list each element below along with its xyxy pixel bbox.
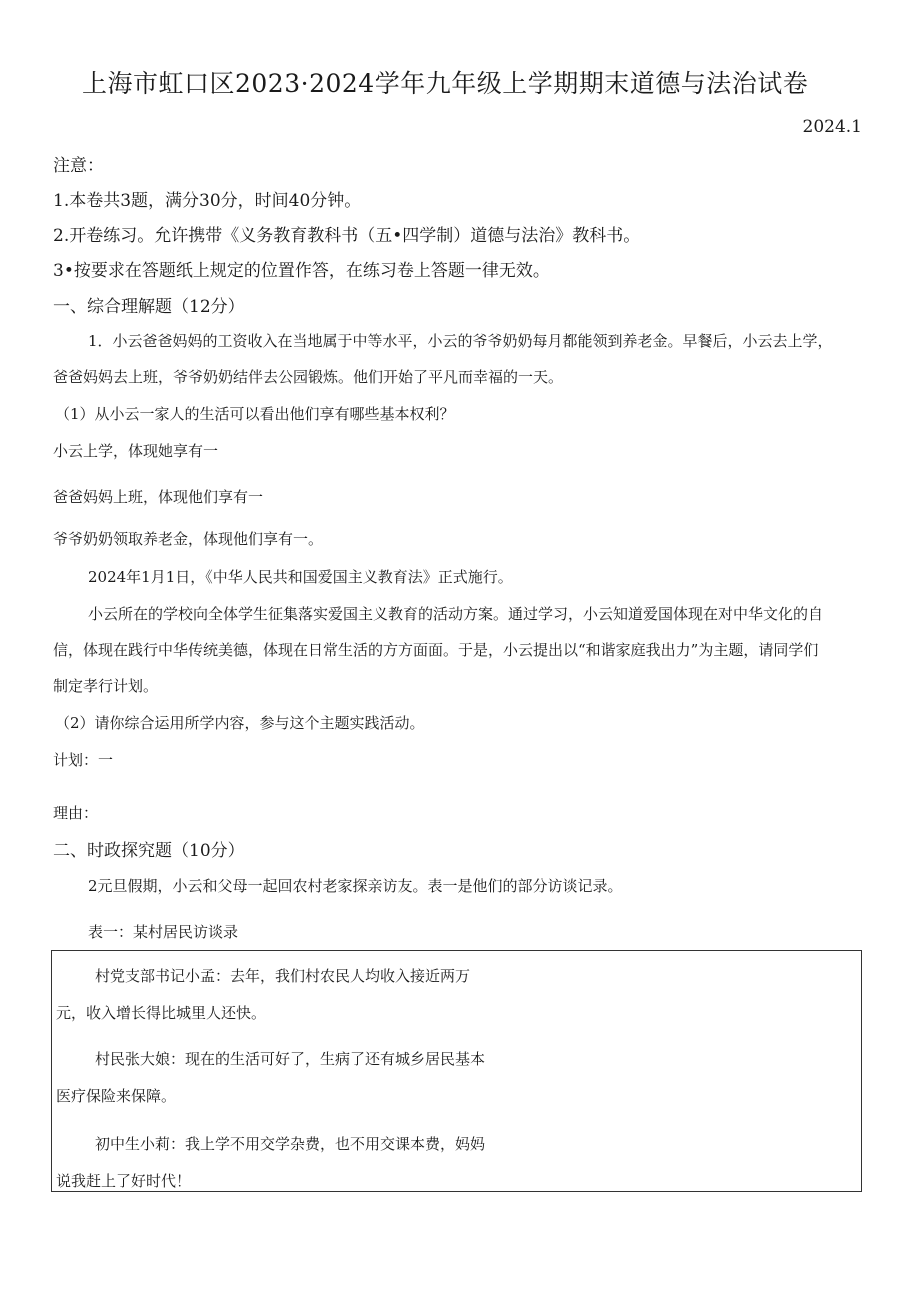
table-line-2: 元，收入增长得比城里人还快。 [56, 1004, 267, 1022]
table-line-5: 初中生小莉：我上学不用交学杂费，也不用交课本费，妈妈 [95, 1135, 486, 1153]
table-line-3: 村民张大娘：现在的生活可好了，生病了还有城乡居民基本 [95, 1050, 486, 1068]
section-1-heading: 一、综合理解题（12分） [53, 297, 245, 317]
answer-line-1: 小云上学，体现她享有一 [53, 442, 219, 460]
exam-date: 2024.1 [802, 117, 862, 137]
notice-item-2: 2.开卷练习。允许携带《义务教育教科书（五•四学制）道德与法治》教科书。 [53, 226, 641, 246]
table-line-1: 村党支部书记小孟：去年，我们村农民人均收入接近两万 [95, 967, 471, 985]
table-caption: 表一：某村居民访谈录 [88, 923, 239, 941]
question-1-paragraph-line-2: 爸爸妈妈去上班，爷爷奶奶结伴去公园锻炼。他们开始了平凡而幸福的一天。 [53, 368, 564, 386]
plan-label: 计划：一 [53, 751, 114, 769]
answer-line-3: 爷爷奶奶领取养老金，体现他们享有一。 [53, 530, 324, 548]
page-title: 上海市虹口区2023·2024学年九年级上学期期末道德与法治试卷 [82, 69, 809, 98]
question-1-paragraph-line-1: 1．小云爸爸妈妈的工资收入在当地属于中等水平，小云的爷爷奶奶每月都能领到养老金。早餐后，小云去上学， [88, 332, 833, 350]
table-line-6: 说我赶上了好时代！ [56, 1172, 192, 1190]
answer-line-2: 爸爸妈妈上班，体现他们享有一 [53, 488, 264, 506]
law-paragraph: 2024年1月1日，《中华人民共和国爱国主义教育法》正式施行。 [88, 568, 513, 586]
question-2-intro: 2元旦假期，小云和父母一起回农村老家探亲访友。表一是他们的部分访谈记录。 [88, 877, 623, 895]
notice-item-3: 3•按要求在答题纸上规定的位置作答，在练习卷上答题一律无效。 [53, 261, 550, 281]
notice-item-1: 1.本卷共3题，满分30分，时间40分钟。 [53, 191, 362, 211]
question-1-sub-2: （2）请你综合运用所学内容，参与这个主题实践活动。 [55, 714, 425, 732]
activity-paragraph-line-1: 小云所在的学校向全体学生征集落实爱国主义教育的活动方案。通过学习，小云知道爱国体现在对中华文化的自 [88, 605, 824, 623]
question-1-sub-1: （1）从小云一家人的生活可以看出他们享有哪些基本权利？ [55, 405, 455, 423]
reason-label: 理由： [53, 804, 99, 822]
notice-heading: 注意： [53, 156, 104, 176]
activity-paragraph-line-2: 信，体现在践行中华传统美德，体现在日常生活的方方面面。于是，小云提出以“和谐家庭我出力”为主题，请同学们 [53, 641, 819, 659]
activity-paragraph-line-3: 制定孝行计划。 [53, 677, 159, 695]
interview-table [51, 950, 862, 1192]
section-2-heading: 二、时政探究题（10分） [53, 841, 245, 861]
table-line-4: 医疗保险来保障。 [56, 1087, 177, 1105]
